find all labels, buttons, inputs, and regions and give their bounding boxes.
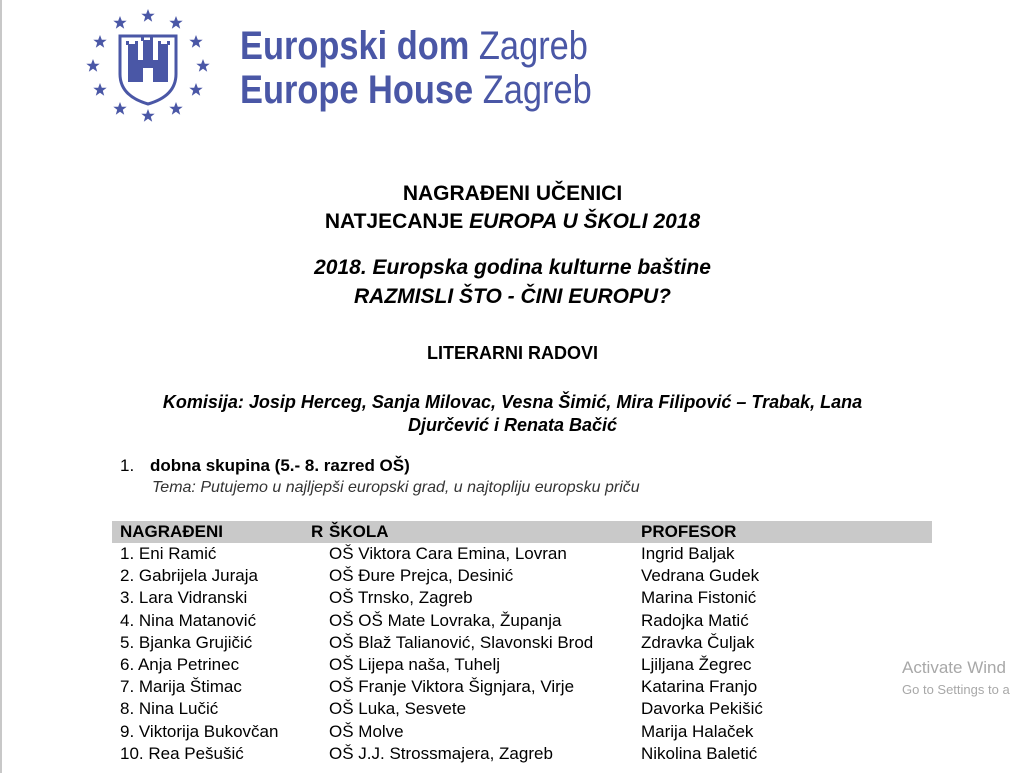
student-cell: 4. Nina Matanović (120, 610, 257, 630)
teacher-cell: Katarina Franjo (641, 677, 758, 697)
brand-bold: Europe House (240, 68, 474, 112)
teacher-cell: Vedrana Gudek (641, 566, 760, 586)
school-cell: OŠ Đure Prejca, Desinić (329, 566, 514, 586)
brand-name (240, 26, 649, 114)
student-cell: 10. Rea Pešušić (120, 743, 244, 763)
group-name: dobna skupina (5.- 8. razred OŠ) (150, 456, 410, 475)
page-title: NAGRAĐENI UČENICI (402, 182, 623, 205)
awards-table (112, 521, 932, 765)
table-row (112, 565, 932, 587)
teacher-cell: Zdravka Čuljak (641, 632, 755, 652)
school-cell: OŠ Franje Viktora Šignjara, Virje (329, 677, 575, 697)
student-cell: 5. Bjanka Grujičić (120, 632, 253, 652)
student-cell: 9. Viktorija Bukovčan (120, 721, 279, 741)
column-header-school: ŠKOLA (329, 522, 389, 541)
teacher-cell: Ingrid Baljak (641, 544, 735, 563)
group-theme: Tema: Putujemo u najljepši europski grad, u najtopliju europsku priču (152, 479, 640, 496)
activation-title: Activate Wind (902, 658, 1006, 677)
brand-line-croatian (240, 26, 592, 70)
school-cell: OŠ Luka, Sesvete (329, 699, 467, 719)
school-cell: OŠ Lijepa naša, Tuhelj (329, 654, 501, 674)
school-cell: OŠ Molve (329, 721, 404, 741)
group-number: 1. (120, 456, 135, 475)
age-group-heading (120, 456, 410, 476)
table-row (112, 543, 932, 565)
brand-line-english (240, 70, 592, 114)
school-cell: OŠ J.J. Strossmajera, Zagreb (329, 743, 553, 763)
europe-house-logo (78, 4, 218, 128)
teacher-cell: Davorka Pekišić (641, 699, 763, 719)
column-header-teacher: PROFESOR (641, 522, 737, 541)
student-cell: 3. Lara Vidranski (120, 588, 248, 608)
table-row (112, 632, 932, 654)
activation-hint: Go to Settings to a (902, 682, 1010, 697)
table-row (112, 610, 932, 632)
category-heading: LITERARNI RADOVI (427, 343, 598, 363)
table-row (112, 721, 932, 743)
student-cell: 8. Nina Lučić (120, 699, 219, 719)
teacher-cell: Nikolina Baletić (641, 743, 758, 763)
star-ring-castle-icon (78, 4, 218, 128)
brand-bold: Europski dom (240, 24, 470, 68)
column-header-awarded: NAGRAĐENI (120, 522, 223, 541)
committee-line-1: Komisija: Josip Herceg, Sanja Milovac, Vesna Šimić, Mira Filipović – Trabak, Lana (162, 392, 863, 412)
teacher-cell: Marina Fistonić (641, 588, 757, 608)
school-cell: OŠ Trnsko, Zagreb (329, 588, 473, 608)
student-cell: 6. Anja Petrinec (120, 654, 240, 674)
competition-title (0, 210, 1025, 234)
theme-question: RAZMISLI ŠTO - ČINI EUROPU? (354, 285, 671, 308)
table-header (112, 521, 932, 543)
school-cell: OŠ Viktora Cara Emina, Lovran (329, 544, 567, 563)
brand-light: Zagreb (473, 68, 592, 112)
table-row (112, 743, 932, 765)
table-row (112, 587, 932, 609)
activation-watermark (902, 658, 1010, 697)
competition-name: EUROPA U ŠKOLI 2018 (469, 210, 701, 233)
teacher-cell: Marija Halaček (641, 721, 754, 741)
table-row (112, 698, 932, 720)
student-cell: 7. Marija Štimac (120, 677, 242, 697)
column-header-r: R (311, 522, 324, 541)
competition-prefix: NATJECANJE (324, 210, 470, 233)
page-edge (0, 0, 2, 773)
committee-line-2: Djurčević i Renata Bačić (407, 415, 618, 435)
table-row (112, 654, 932, 676)
teacher-cell: Ljiljana Žegrec (641, 654, 752, 674)
student-cell: 2. Gabrijela Juraja (120, 566, 258, 586)
table-row (112, 676, 932, 698)
brand-light: Zagreb (469, 24, 588, 68)
theme-year: 2018. Europska godina kulturne baštine (314, 256, 711, 279)
school-cell: OŠ OŠ Mate Lovraka, Županja (329, 610, 562, 630)
teacher-cell: Radojka Matić (641, 610, 749, 630)
student-cell: 1. Eni Ramić (120, 544, 217, 563)
school-cell: OŠ Blaž Talianović, Slavonski Brod (329, 632, 594, 652)
